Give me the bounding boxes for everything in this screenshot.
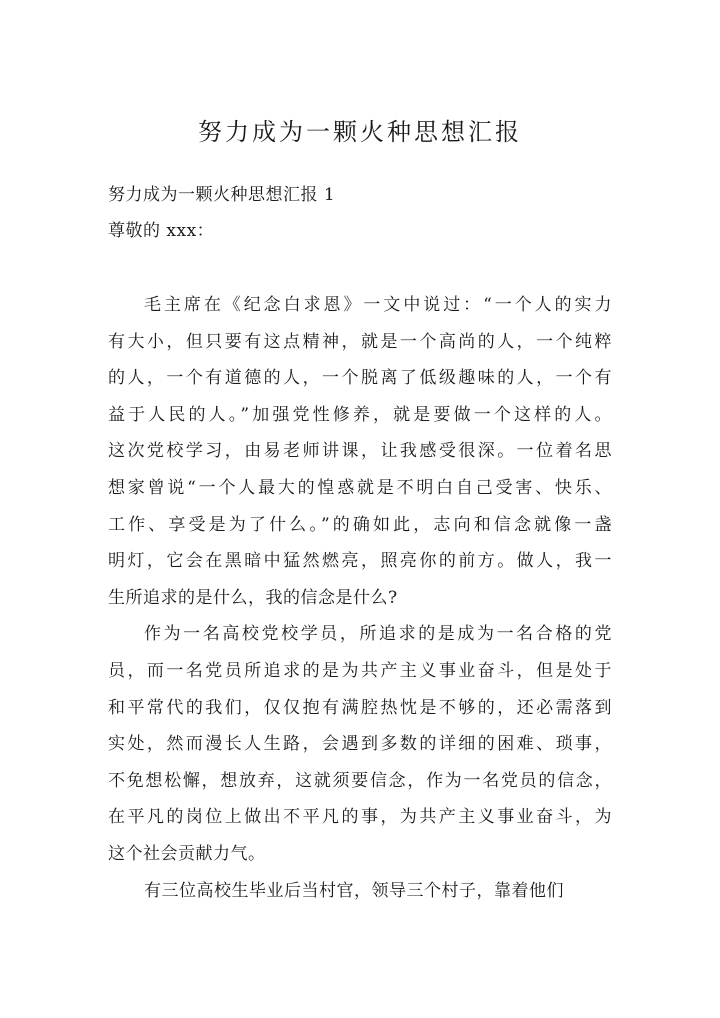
text-line: 生所追求的是什么，我的信念是什么? (108, 587, 398, 608)
text-line: 想家曾说“一个人最大的惶惑就是不明白自己受害、快乐、 (108, 477, 612, 498)
text-line: 不免想松懈，想放弃，这就须要信念，作为一名党员的信念， (108, 770, 612, 791)
salutation: 尊敬的 xxx： (108, 221, 215, 241)
paragraph (108, 287, 612, 616)
text-line: 明灯，它会在黑暗中猛然燃亮，照亮你的前方。做人，我一 (108, 551, 612, 572)
document-subtitle: 努力成为一颗火种思想汇报 1 (108, 185, 336, 205)
text-line: 这个社会贡献力气。 (108, 843, 266, 864)
text-line: 工作、享受是为了什么。”的确如此，志向和信念就像一盏 (108, 514, 612, 535)
paragraph (108, 616, 612, 872)
text-line: 作为一名高校党校学员，所追求的是成为一名合格的党 (144, 624, 612, 645)
text-line: 益于人民的人。”加强党性修养，就是要做一个这样的人。 (108, 404, 612, 425)
text-line: 员，而一名党员所追求的是为共产主义事业奋斗，但是处于 (108, 660, 612, 681)
text-line: 和平常代的我们，仅仅抱有满腔热忱是不够的，还必需落到 (108, 697, 612, 718)
document-title: 努力成为一颗火种思想汇报 (198, 118, 522, 146)
text-line: 毛主席在《纪念白求恩》一文中说过：“一个人的实力 (144, 295, 612, 315)
text-line: 这次党校学习，由易老师讲课，让我感受很深。一位着名思 (108, 441, 612, 462)
text-line: 实处，然而漫长人生路，会遇到多数的详细的困难、琐事， (108, 734, 612, 755)
text-line: 在平凡的岗位上做出不平凡的事，为共产主义事业奋斗，为 (108, 807, 612, 828)
text-line: 的人，一个有道德的人，一个脱离了低级趣味的人，一个有 (108, 368, 612, 389)
document-body (108, 287, 612, 909)
text-line: 有大小，但只要有这点精神，就是一个高尚的人，一个纯粹 (108, 331, 612, 352)
text-line: 有三位高校生毕业后当村官，领导三个村子，靠着他们 (144, 880, 564, 901)
paragraph (108, 873, 612, 910)
